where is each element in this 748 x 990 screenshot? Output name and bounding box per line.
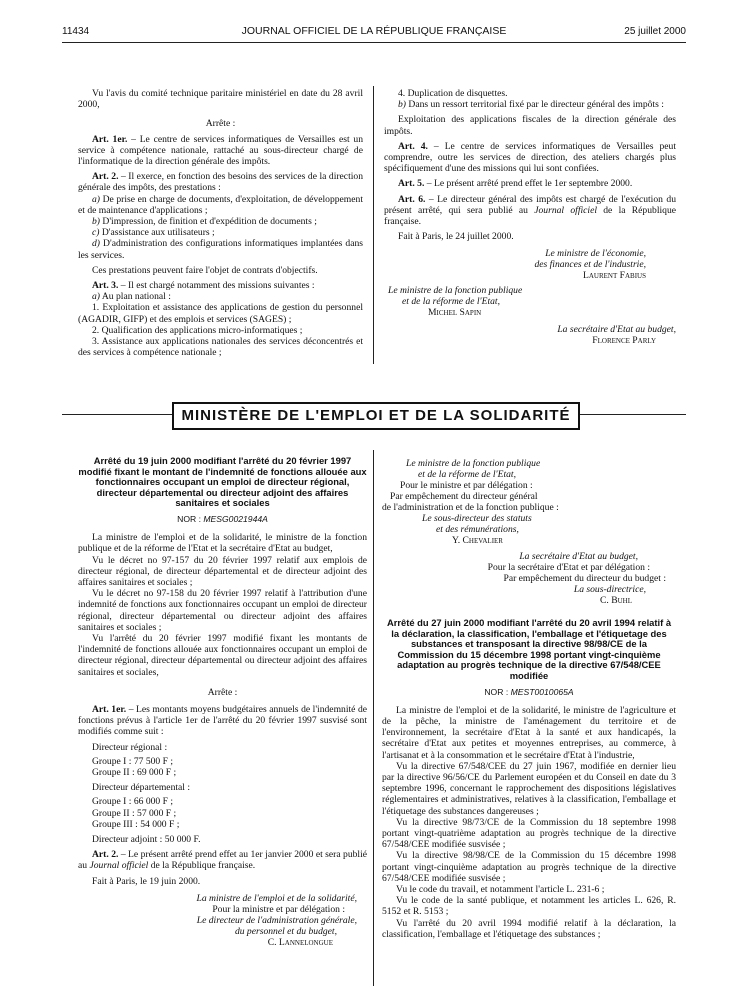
article-1: Art. 1er. – Le centre de services informatiques de Versailles est un service à compétence nationale, rattaché au sous-directeur chargé de l'informatique de la direction générale des impôts.: [78, 133, 363, 168]
signatory-name: Florence Parly: [592, 335, 656, 347]
nor-reference: NOR : MESG0021944A: [177, 513, 268, 524]
bottom-left-column: [78, 456, 367, 948]
signature-block: La ministre de l'emploi et de la solidarité, Pour la ministre et par délégation : Le directeur de l'administration générale, du personnel et du budget, C. Lannelongue: [78, 893, 367, 948]
paragraph: Ces prestations peuvent faire l'objet de contrats d'objectifs.: [92, 264, 318, 276]
amount-heading: Directeur départemental :: [92, 782, 191, 794]
list-item: 4. Duplication de disquettes.: [398, 88, 508, 99]
paragraph: Exploitation des applications fiscales de la direction générale des impôts.: [384, 114, 676, 137]
article-2: Art. 2. – Il exerce, en fonction des besoins des services de la direction générale des impôts, des prestations :: [78, 171, 363, 194]
signing-place-date: Fait à Paris, le 19 juin 2000.: [92, 875, 201, 887]
list-item: 1. Exploitation et assistance des applications de gestion du personnel (AGADIR, GIFP) et des emplois et services (SAGES) ;: [78, 302, 363, 325]
signing-place-date: Fait à Paris, le 24 juillet 2000.: [398, 231, 514, 243]
paragraph: Vu la directive 67/548/CEE du 27 juin 1967, modifiée en dernier lieu par la directive 96/56/CE du Parlement européen et du Conseil en date du 3 septembre 1996, concernant le rapprochement des dispositions législatives réglementaires et administratives, relatives à la classification, l'emballage et l'étiquetage des substances dangereuses ;: [382, 760, 676, 817]
amount-line: Groupe II : 57 000 F ;: [92, 807, 177, 819]
column-divider-bottom: [373, 450, 374, 986]
decree-title: Arrêté du 19 juin 2000 modifiant l'arrêté du 20 février 1997 modifié fixant le montant de l'indemnité de fonctions allouée aux fonctionnaires occupant un emploi de directeur régional, directeur départemental ou directeur adjoint des affaires sanitaires et sociales: [78, 455, 367, 509]
signatory-name: C. Lannelongue: [267, 936, 333, 948]
list-item: a) De prise en charge de documents, d'exploitation, de développement et de maintenance d'applications ;: [78, 193, 363, 216]
amount-line: Groupe III : 54 000 F ;: [92, 818, 180, 830]
list-item: b) Dans un ressort territorial fixé par le directeur général des impôts :: [398, 99, 664, 111]
decree-title: Arrêté du 27 juin 2000 modifiant l'arrêté du 20 avril 1994 relatif à la déclaration, la classification, l'emballage et l'étiquetage des substances et transposant la directive 98/98/CE de la Commission du 15 décembre 1998 portant vingt-cinquième adaptation au progrès technique de la directive 67/548/CEE modifiée: [386, 617, 672, 681]
signature-block: La secrétaire d'Etat au budget, Pour la secrétaire d'Etat et par délégation : Par empêchement du directeur du budget : La sous-directrice, C. Buhl: [382, 551, 676, 606]
article-5: Art. 5. – Le présent arrêté prend effet le 1er septembre 2000.: [398, 178, 633, 190]
amount-line: Groupe I : 77 500 F ;: [92, 755, 174, 767]
signature-block: Le ministre de la fonction publique et de la réforme de l'Etat, Michel Sapin: [384, 285, 676, 318]
header-rule: [62, 42, 686, 43]
list-item: 3. Assistance aux applications nationales des services déconcentrés et des services à compétence nationale ;: [78, 336, 363, 359]
amount-line: Groupe II : 69 000 F ;: [92, 767, 177, 779]
band-rule-right: [578, 414, 686, 415]
amount-heading: Directeur régional :: [92, 741, 168, 753]
arrete-heading: Arrête :: [207, 686, 238, 698]
signatory-name: C. Buhl: [600, 595, 632, 606]
ministry-banner: MINISTÈRE DE L'EMPLOI ET DE LA SOLIDARITÉ: [172, 402, 580, 430]
paragraph: Vu le code de la santé publique, et notamment les articles L. 626, R. 5152 et R. 5153 ;: [382, 895, 676, 918]
paragraph: Vu la directive 98/73/CE de la Commission du 18 septembre 1998 portant vingt-quatrième adaptation au progrès technique de la directive 67/548/CEE modifiée susvisée ;: [382, 816, 676, 851]
nor-reference: NOR : MEST0010065A: [484, 686, 574, 697]
signatory-name: Laurent Fabius: [583, 270, 646, 282]
paragraph: Vu le code du travail, et notamment l'article L. 231-6 ;: [396, 884, 605, 896]
paragraph: Vu le décret no 97-158 du 20 février 1997 relatif à l'attribution d'une indemnité de fonctions aux fonctionnaires occupant un emploi de directeur régional, directeur départemental ou directeur adjoint des affaires sanitaires et sociales ;: [78, 588, 367, 633]
article-3: Art. 3. – Il est chargé notamment des missions suivantes :: [92, 280, 315, 292]
top-left-column: [78, 88, 363, 358]
signatory-name: Y. Chevalier: [452, 535, 503, 546]
paragraph: Vu la directive 98/98/CE de la Commission du 15 décembre 1998 portant vingt-cinquième adaptation au progrès technique de la directive 67/548/CEE modifiée susvisée ;: [382, 850, 676, 884]
band-rule-left: [62, 414, 172, 415]
list-item: 2. Qualification des applications micro-informatiques ;: [92, 324, 303, 336]
list-item: c) D'assistance aux utilisateurs ;: [92, 227, 215, 239]
amount-line: Directeur adjoint : 50 000 F.: [92, 834, 201, 846]
paragraph: La ministre de l'emploi et de la solidarité, le ministre de l'agriculture et de la pêche, la ministre de l'aménagement du territoire et de l'environnement, la secrétaire d'Etat à la santé et aux handicapés, la secrétaire d'Etat aux petites et moyennes entreprises, au commerce, à l'artisanat et à la consommation et le secrétaire d'Etat à l'industrie,: [382, 704, 676, 761]
signature-block: Le ministre de l'économie, des finances et de l'industrie, Laurent Fabius: [384, 248, 676, 281]
arrete-heading: Arrête :: [205, 118, 236, 130]
issue-date: 25 juillet 2000: [624, 26, 686, 37]
paragraph: Vu l'arrêté du 20 février 1997 modifié fixant les montants de l'indemnité de fonctions allouée aux fonctionnaires occupant un emploi de directeur régional, directeur départemental ou directeur adjoint des affaires sanitaires et sociales,: [78, 633, 367, 678]
paragraph: Vu l'avis du comité technique paritaire ministériel en date du 28 avril 2000,: [78, 88, 363, 111]
paragraph: Vu le décret no 97-157 du 20 février 1997 relatif aux emplois de directeur régional, de directeur départemental et de directeur adjoint des affaires sanitaires et sociales ;: [78, 554, 367, 588]
column-divider-top: [373, 86, 374, 364]
top-right-column: [384, 88, 676, 346]
article-2: Art. 2. – Le présent arrêté prend effet au 1er janvier 2000 et sera publié au Journal officiel de la République française.: [78, 849, 367, 872]
journal-title: JOURNAL OFFICIEL DE LA RÉPUBLIQUE FRANÇAISE: [241, 25, 507, 37]
bottom-right-column: [382, 458, 676, 940]
article-4: Art. 4. – Le centre de services informatiques de Versailles peut comprendre, outre les services de direction, des ateliers chargés plus spécifiquement d'une des missions qui lui sont confiées.: [384, 140, 676, 175]
article-6: Art. 6. – Le directeur général des impôts est chargé de l'exécution du présent arrêté, qui sera publié au Journal officiel de la République française.: [384, 193, 676, 228]
signature-block: La secrétaire d'Etat au budget, Florence Parly: [384, 324, 676, 346]
list-item: a) Au plan national :: [92, 291, 171, 303]
list-item: d) D'administration des configurations informatiques implantées dans les services.: [78, 238, 363, 261]
paragraph: La ministre de l'emploi et de la solidarité, le ministre de la fonction publique et de la réforme de l'Etat et la secrétaire d'Etat au budget,: [78, 532, 367, 555]
paragraph: Vu l'arrêté du 20 avril 1994 modifié relatif à la déclaration, la classification, l'emballage et l'étiquetage des substances ;: [382, 917, 676, 940]
amount-line: Groupe I : 66 000 F ;: [92, 796, 174, 808]
page-number: 11434: [62, 26, 90, 37]
list-item: b) D'impression, de finition et d'expédition de documents ;: [92, 216, 317, 228]
page-header: [62, 26, 686, 40]
article-1: Art. 1er. – Les montants moyens budgétaires annuels de l'indemnité de fonctions prévus à l'article 1er de l'arrêté du 20 février 1997 susvisé sont modifiés comme suit :: [78, 704, 368, 738]
signature-block: Le ministre de la fonction publique et de la réforme de l'Etat, Pour le ministre et par délégation : Par empêchement du directeur général de l'administration et de la fonction publique : Le sous-directeur des statuts et des rémunérations, Y. Chevalier: [382, 458, 676, 546]
signatory-name: Michel Sapin: [428, 307, 482, 319]
